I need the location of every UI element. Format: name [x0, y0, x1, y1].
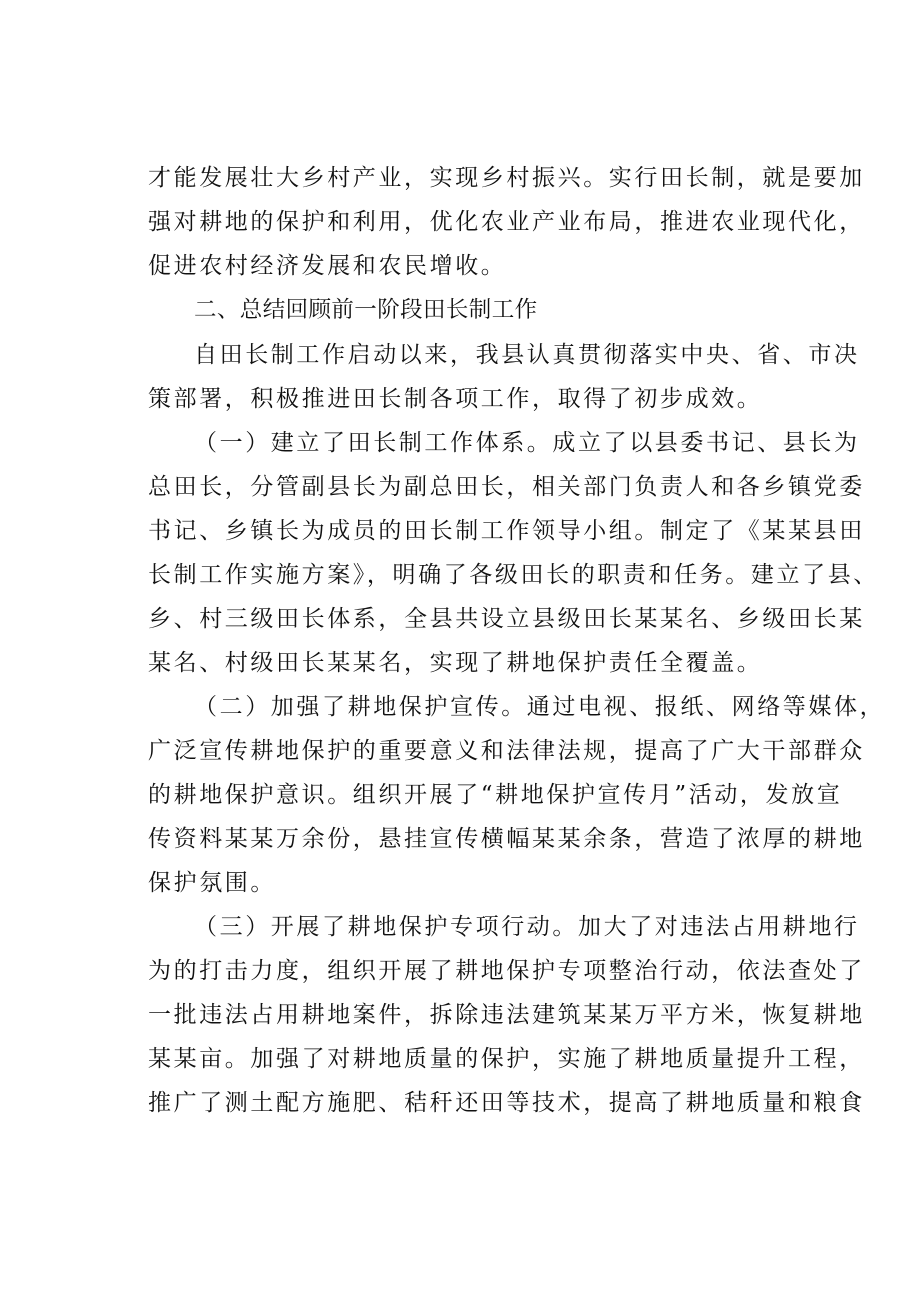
- body-text-line: 书记、乡镇长为成员的田长制工作领导小组。制定了《某某县田: [148, 518, 865, 544]
- body-text-line: 的耕地保护意识。组织开展了“耕地保护宣传月”活动，发放宣: [148, 782, 843, 808]
- body-text-line: （二）加强了耕地保护宣传。通过电视、报纸、网络等媒体，: [194, 694, 886, 720]
- body-text-line: （一）建立了田长制工作体系。成立了以县委书记、县长为: [194, 430, 860, 456]
- body-text-line: （三）开展了耕地保护专项行动。加大了对违法占用耕地行: [194, 914, 860, 940]
- body-text-line: 策部署，积极推进田长制各项工作，取得了初步成效。: [148, 386, 763, 412]
- body-text-line: 传资料某某万余份，悬挂宣传横幅某某余条，营造了浓厚的耕地: [148, 826, 865, 852]
- body-text-line: 某某亩。加强了对耕地质量的保护，实施了耕地质量提升工程，: [148, 1046, 865, 1072]
- body-text-line: 为的打击力度，组织开展了耕地保护专项整治行动，依法查处了: [148, 958, 865, 984]
- body-text-line: 某名、村级田长某某名，实现了耕地保护责任全覆盖。: [148, 650, 763, 676]
- body-text-line: 强对耕地的保护和利用，优化农业产业布局，推进农业现代化，: [148, 209, 865, 235]
- body-text-line: 长制工作实施方案》，明确了各级田长的职责和任务。建立了县、: [148, 562, 879, 588]
- body-text-line: 促进农村经济发展和农民增收。: [148, 253, 507, 279]
- body-text-line: 自田长制工作启动以来，我县认真贯彻落实中央、省、市决: [194, 342, 860, 368]
- body-text-line: 乡、村三级田长体系，全县共设立县级田长某某名、乡级田长某: [148, 606, 865, 632]
- section-heading: 二、总结回顾前一阶段田长制工作: [194, 297, 538, 323]
- body-text-line: 保护氛围。: [148, 870, 276, 896]
- body-text-line: 广泛宣传耕地保护的重要意义和法律法规，提高了广大干部群众: [148, 738, 865, 764]
- body-text-line: 推广了测土配方施肥、秸秆还田等技术，提高了耕地质量和粮食: [148, 1090, 865, 1116]
- body-text-line: 总田长，分管副县长为副总田长，相关部门负责人和各乡镇党委: [148, 474, 865, 500]
- body-text-line: 一批违法占用耕地案件，拆除违法建筑某某万平方米，恢复耕地: [148, 1002, 865, 1028]
- body-text-line: 才能发展壮大乡村产业，实现乡村振兴。实行田长制，就是要加: [148, 165, 865, 191]
